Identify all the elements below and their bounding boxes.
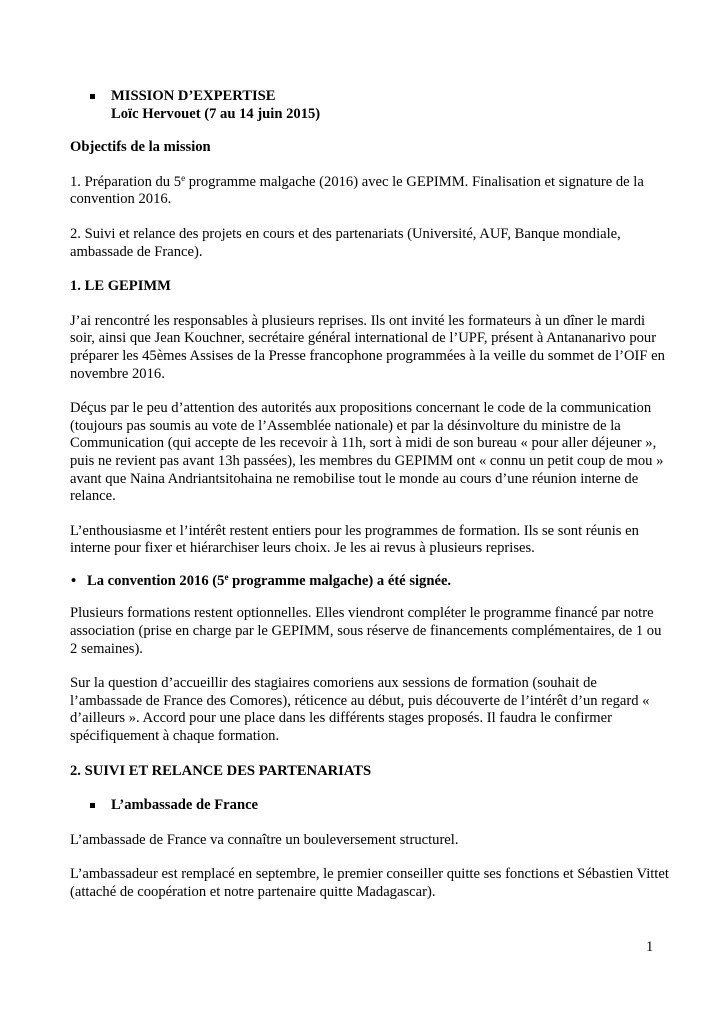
embassy-subheading: L’ambassade de France (70, 797, 670, 815)
round-bullet-icon: • (71, 572, 77, 589)
mission-subtitle: Loïc Hervouet (7 au 14 juin 2015) (111, 105, 321, 122)
section2-paragraph-2: L’ambassadeur est remplacé en septembre, le premier conseiller quitte ses fonctions et Sébastien Vittet (attaché de coopération et notre partenaire quitte Madagascar). (70, 866, 669, 900)
objectives-heading: Objectifs de la mission (70, 139, 211, 156)
section1-paragraph-1: J’ai rencontré les responsables à plusieurs reprises. Ils ont invité les formateurs à un dîner le mardi soir, ainsi que Jean Kouchner, secrétaire général international de l’UPF, présent à Antananarivo pour préparer les 45èmes Assises de la Presse francophone programmées à la veille du sommet de l’OIF en novembre 2016. (70, 312, 665, 382)
objective-2: 2. Suivi et relance des projets en cours et des partenariats (Université, AUF, Banque mondiale, ambassade de France). (70, 225, 621, 260)
section2-heading: 2. SUIVI ET RELANCE DES PARTENARIATS (70, 762, 372, 779)
section1-paragraph-2: Déçus par le peu d’attention des autorités aux propositions concernant le code de la communication (toujours pas soumis au vote de l’Assemblée nationale) et par la désinvolture du ministre de la Communication (qui accepte de les recevoir à 11h, sort à midi de son bureau « pour aller déjeuner », puis ne revient pas avant 13h passées), les membres du GEPIMM ont « connu un petit coup de mou » avant que Naina Andriantsitohaina ne remobilise tout le monde au cours d’une réunion interne de relance. (70, 400, 664, 505)
section1-paragraph-3: L’enthousiasme et l’intérêt restent entiers pour les programmes de formation. Ils se sont réunis en interne pour fixer et hiérarchiser leurs choix. Je les ai revus à plusieurs reprises. (70, 522, 639, 557)
section1-paragraph-4: Plusieurs formations restent optionnelles. Elles viendront compléter le programme financé par notre association (prise en charge par le GEPIMM, sous réserve de financements complémentaires, de 1 ou 2 semaines). (70, 605, 662, 657)
section1-heading: 1. LE GEPIMM (70, 278, 171, 295)
convention-bullet: • La convention 2016 (5e programme malgache) a été signée. (71, 571, 452, 589)
document-page (70, 88, 670, 902)
square-bullet-icon (90, 803, 95, 808)
mission-title: MISSION D’EXPERTISE (111, 88, 276, 104)
section2-paragraph-1: L’ambassade de France va connaître un bouleversement structurel. (70, 831, 459, 848)
page-number: 1 (646, 939, 654, 955)
square-bullet-icon (90, 94, 95, 99)
mission-header (70, 88, 670, 123)
objective-1: 1. Préparation du 5e programme malgache (2016) avec le GEPIMM. Finalisation et signature de la convention 2016. (70, 172, 644, 208)
section1-paragraph-5: Sur la question d’accueillir des stagiaires comoriens aux sessions de formation (souhait de l’ambassade de France des Comores), réticence au début, puis découverte de l’intérêt d’un regard « d’ailleurs ». Accord pour une place dans les différents stages proposés. Il faudra le confirmer spécifiquement à chaque formation. (70, 675, 650, 745)
